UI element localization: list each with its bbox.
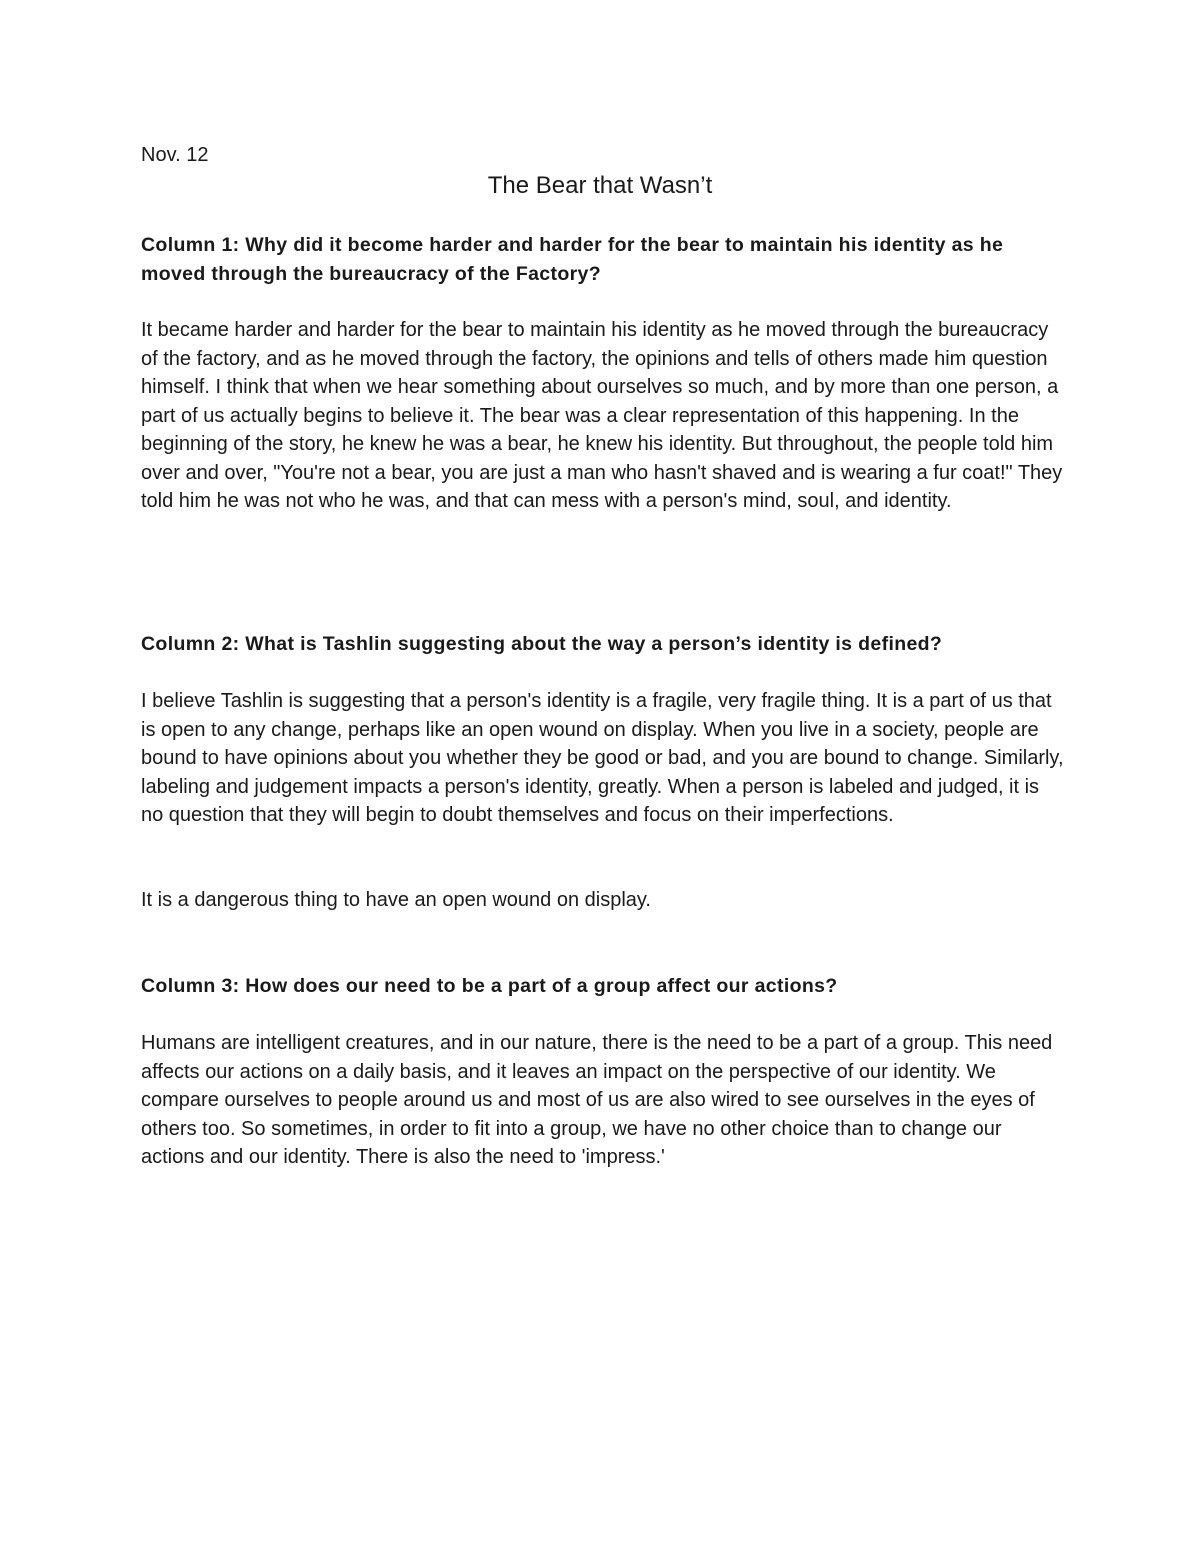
section-3-heading: Column 3: How does our need to be a part of a group affect our actions? xyxy=(141,975,838,997)
section-2-closing-paragraph: It is a dangerous thing to have an open wound on display. xyxy=(141,889,651,911)
document-date: Nov. 12 xyxy=(141,144,209,166)
section-2-paragraph: I believe Tashlin is suggesting that a person's identity is a fragile, very fragile thing. It is a part of us that is open to any change, perhaps like an open wound on display. When you live in a society, people are bound to have opinions about you whether they be good or bad, and you are bound to change. Similarly, labeling and judgement impacts a person's identity, greatly. When a person is labeled and judged, it is no question that they will begin to doubt themselves and focus on their imperfections. xyxy=(141,690,1064,826)
section-3-paragraph: Humans are intelligent creatures, and in our nature, there is the need to be a part of a group. This need affects our actions on a daily basis, and it leaves an impact on the perspective of our identity. We compare ourselves to people around us and most of us are also wired to see ourselves in the eyes of others too. So sometimes, in order to fit into a group, we have no other choice than to change our actions and our identity. There is also the need to 'impress.' xyxy=(141,1032,1053,1168)
section-1-paragraph: It became harder and harder for the bear to maintain his identity as he moved through the bureaucracy of the factory, and as he moved through the factory, the opinions and tells of others made him question himself. I think that when we hear something about ourselves so much, and by more than one person, a part of us actually begins to believe it. The bear was a clear representation of this happening. In the beginning of the story, he knew he was a bear, he knew his identity. But throughout, the people told him over and over, "You're not a bear, you are just a man who hasn't shaved and is wearing a fur coat!" They told him he was not who he was, and that can mess with a person's mind, soul, and identity. xyxy=(141,319,1063,512)
section-2-heading: Column 2: What is Tashlin suggesting about the way a person’s identity is defined? xyxy=(141,633,943,655)
document-title: The Bear that Wasn’t xyxy=(487,172,713,199)
section-1-heading: Column 1: Why did it become harder and harder for the bear to maintain his identity as he moved through the bureaucracy of the Factory? xyxy=(141,234,1004,285)
